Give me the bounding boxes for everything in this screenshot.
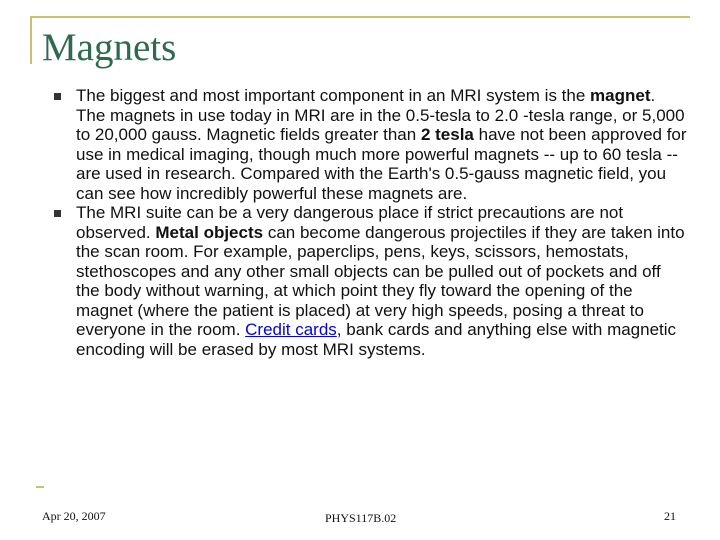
bullet-text	[76, 203, 688, 359]
footer-date: Apr 20, 2007	[42, 509, 106, 523]
title-rule-top	[30, 16, 690, 18]
footer-course: PHYS117B.02	[325, 511, 397, 525]
slide-title: Magnets	[42, 26, 177, 69]
footer-page-number: 21	[664, 509, 676, 523]
bold-term-metal-objects: Metal objects	[155, 222, 264, 242]
text-run: , bank cards and anything else with magnetic encoding will be erased by most MRI systems.	[76, 320, 677, 359]
text-run: have not been approved for use in medical imaging, though much more powerful magnets -- up to 60 tesla -- are used in research. Compared with the Earth's 0.5-gauss magnetic field, you can see how incredibly powerful these magnets are.	[76, 125, 687, 203]
bullet-text	[76, 86, 688, 203]
bold-term-2-tesla: 2 tesla	[420, 125, 474, 144]
square-bullet-icon	[54, 93, 61, 100]
bold-term-magnet: magnet	[590, 86, 651, 105]
credit-cards-link[interactable]: Credit cards	[245, 320, 337, 339]
text-run: The MRI suite can be a very dangerous place if strict precautions are not observed.	[76, 203, 624, 242]
bullet-list	[48, 86, 688, 359]
bullet-item	[48, 86, 688, 203]
title-rule-left	[30, 16, 32, 64]
text-run: The biggest and most important component in an MRI system is the	[76, 86, 591, 105]
text-run: can become dangerous projectiles if they are taken into the scan room. For example, paperclips, pens, keys, scissors, hemostats, stethoscopes and any other small objects can be pulled out of pockets and off the body without warning, at which point they fly toward the opening of the magnet (where the patient is placed) at very high speeds, posing a threat to everyone in the room.	[76, 222, 685, 339]
footer-dash	[36, 486, 44, 488]
bullet-item	[48, 203, 688, 359]
text-run: . The magnets in use today in MRI are in the 0.5-tesla to 2.0 -tesla range, or 5,000 to 20,000 gauss. Magnetic fields greater than	[76, 86, 685, 144]
square-bullet-icon	[54, 210, 61, 217]
